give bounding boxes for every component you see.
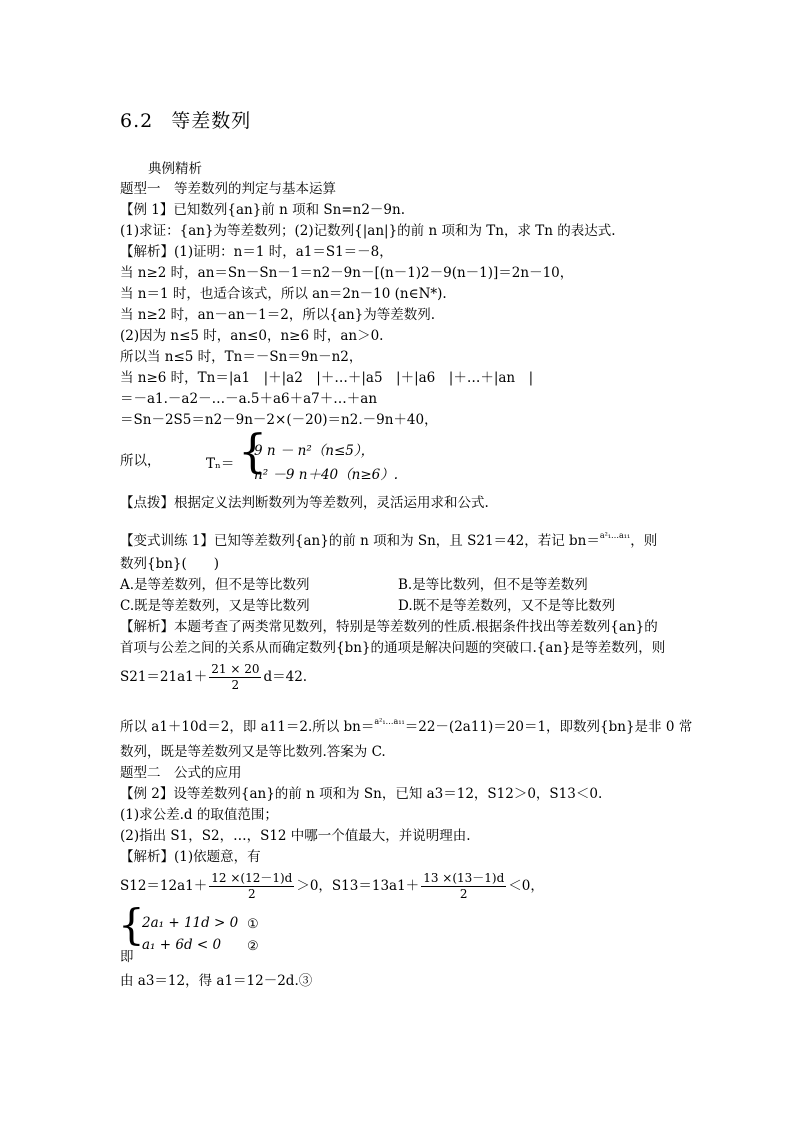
- text-line: ＝－a1.－a2－…－a.5＋a6＋a7＋…＋an: [120, 391, 378, 407]
- option-d: D.既不是等差数列，又不是等比数列: [398, 598, 616, 614]
- text-line: 【解析】(1)依题意，有: [120, 849, 261, 865]
- text-line: S21＝21a1＋ $\frac{21 \times 20}{2}$ d＝42.: [120, 662, 308, 692]
- text-line: 题型二 公式的应用: [120, 765, 242, 781]
- section-title: [120, 106, 251, 133]
- text-line: 首项与公差之间的关系从而确定数列{bn}的通项是解决问题的突破口.{an}是等差数列，则: [120, 640, 666, 656]
- fraction: $\frac{12 \times(12-1)d}{2}$: [211, 871, 293, 901]
- circled-number-1: ①: [247, 917, 259, 932]
- text-line: 典例精析: [148, 161, 202, 177]
- fraction: $\frac{21 \times 20}{2}$: [211, 662, 260, 692]
- text-line: ＝Sn－2S5＝n2－9n－2×(－20)＝n2.－9n＋40，: [120, 412, 438, 428]
- text-line: 【例 1】已知数列{an}前 n 项和 Sn=n2－9n.: [120, 202, 405, 218]
- text-line: 当 n＝1 时，也适合该式，所以 an＝2n－10 (n∈N*).: [120, 286, 447, 302]
- text-line: 数列，既是等差数列又是等比数列.答案为 C.: [120, 744, 386, 760]
- exponent: a²₁…a₁₁: [374, 717, 405, 726]
- text-line: 即: [120, 949, 134, 965]
- text-line: 【变式训练 1】已知等差数列{an}的前 n 项和为 Sn，且 S21＝42，若记 bn＝$^{a^2_1\dots a_{11}}$，则: [120, 531, 658, 549]
- text-line: 由 a3＝12，得 a1＝12－2d.③: [120, 973, 313, 989]
- text-line: 【解析】(1)证明：n＝1 时，a1＝S1＝－8，: [120, 244, 393, 260]
- option-a: A.是等差数列，但不是等比数列: [120, 577, 310, 593]
- text-line: (1)求证：{an}为等差数列；(2)记数列{|an|}的前 n 项和为 Tn，求 Tn 的表达式.: [120, 223, 616, 239]
- text-line: 所以 a1＋10d＝2，即 a11＝2.所以 bn＝$^{a^2_1\dots a_{11}}$＝22－(2a11)＝20＝1，即数列{bn}是非 0 常: [120, 717, 693, 735]
- exponent: a²₁…a₁₁: [599, 531, 631, 540]
- circled-number-2: ②: [247, 939, 259, 954]
- text-line: 【例 2】设等差数列{an}的前 n 项和为 Sn，已知 a3＝12，S12＞0，S13＜0.: [120, 786, 603, 802]
- inequality-2: a₁ + 6d < 0: [142, 937, 222, 953]
- option-c: C.既是等差数列，又是等比数列: [120, 598, 310, 614]
- text-line: 【解析】本题考查了两类常见数列，特别是等差数列的性质.根据条件找出等差数列{an}的: [120, 619, 658, 635]
- text-line: 当 n≥2 时，an－an－1＝2，所以{an}为等差数列.: [120, 307, 436, 323]
- text-line: 数列{bn}( ): [120, 556, 220, 572]
- formula-lhs: Tₙ＝: [206, 456, 235, 472]
- text-line: 题型一 等差数列的判定与基本运算: [120, 181, 336, 197]
- formula-case-1: 9 n － n²（n≤5），: [254, 443, 375, 459]
- text-line: (1)求公差.d 的取值范围；: [120, 807, 278, 823]
- fraction: $\frac{13 \times(13-1)d}{2}$: [423, 871, 505, 901]
- option-b: B.是等比数列，但不是等差数列: [398, 577, 588, 593]
- text-line: 所以当 n≤5 时，Tn＝－Sn＝9n－n2，: [120, 349, 363, 365]
- text-line: 【点拨】根据定义法判断数列为等差数列，灵活运用求和公式.: [120, 495, 489, 511]
- text-line: 当 n≥6 时，Tn＝|a1 |＋|a2 |＋…＋|a5 |＋|a6 |＋…＋|an |: [120, 370, 534, 386]
- formula-case-2: n² －9 n＋40（n≥6）.: [254, 467, 399, 483]
- text-line: 所以，: [120, 453, 161, 469]
- text-line: (2)指出 S1，S2，…，S12 中哪一个值最大，并说明理由.: [120, 828, 471, 844]
- text-line: 当 n≥2 时，an＝Sn－Sn－1＝n2－9n－[(n－1)2－9(n－1)]＝2n－10，: [120, 265, 574, 281]
- text-line: (2)因为 n≤5 时，an≤0，n≥6 时，an＞0.: [120, 328, 384, 344]
- inequality-1: 2a₁ + 11d > 0: [142, 915, 239, 931]
- section-heading: 等差数列: [171, 110, 252, 132]
- text-line: S12＝12a1＋ $\frac{12 \times(12-1)d}{2}$ ＞0，S13＝13a1＋ $\frac{13 \times(13-1)d}{2}$ ＜0，: [120, 871, 544, 901]
- left-brace: {: [238, 424, 268, 478]
- section-number: 6.2: [120, 110, 154, 132]
- left-brace: {: [118, 900, 145, 949]
